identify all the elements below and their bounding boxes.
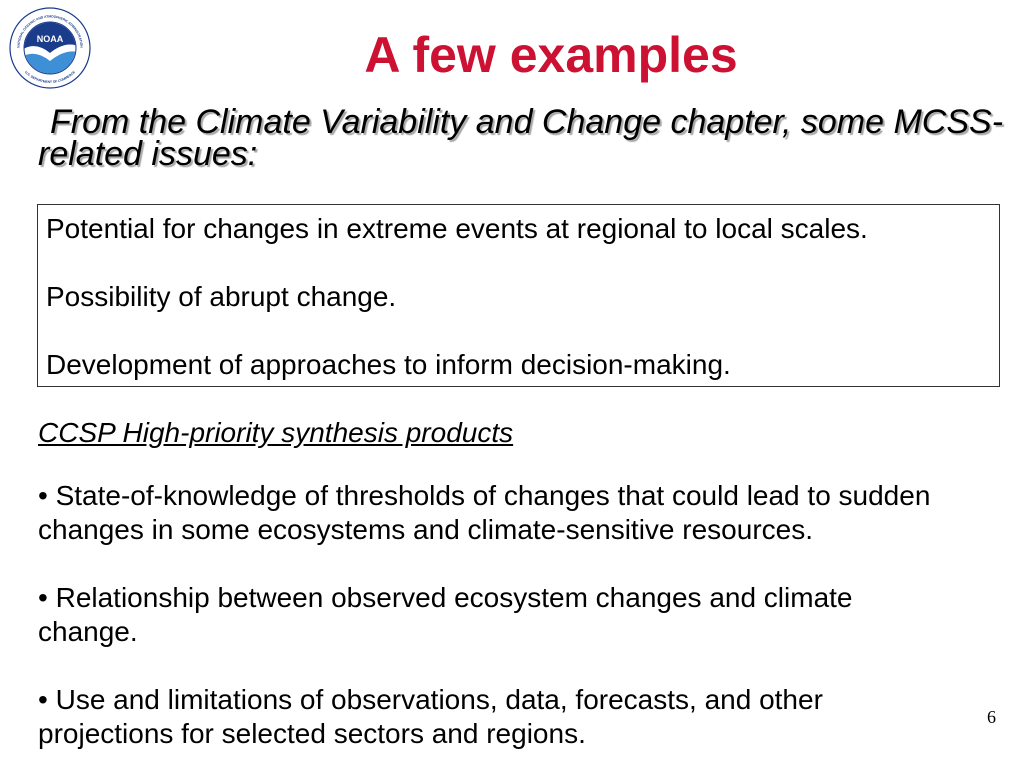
logo-wordmark: NOAA [36,34,64,44]
list-item [38,683,943,751]
logo-ring-bottom-text: U.S. DEPARTMENT OF COMMERCE [24,70,76,85]
list-item-text: State-of-knowledge of thresholds of changes that could lead to sudden changes in some ecosystems and climate-sensitive resources. [38,480,931,545]
slide-title: A few examples [364,27,738,83]
subtitle [38,103,1018,173]
synthesis-heading: CCSP High-priority synthesis products [38,417,514,448]
subtitle-line: From the Climate Variability and Change chapter, some MCSS- [50,103,1004,141]
noaa-logo [8,6,92,90]
list-item-text: Use and limitations of observations, data, forecasts, and other projections for selected sectors and regions. [38,684,823,749]
bullet-marker: • [38,582,48,613]
issue-item: Development of approaches to inform decision-making. [46,349,731,380]
list-item [38,581,943,649]
noaa-emblem-icon [8,6,92,90]
bullet-marker: • [38,684,48,715]
logo-disc [22,20,78,76]
list-item [38,479,943,547]
page-number: 6 [987,707,996,727]
bullet-marker: • [38,480,48,511]
synthesis-list [38,479,943,751]
subtitle-line: related issues: [38,135,258,173]
list-item-text: Relationship between observed ecosystem changes and climate change. [38,582,853,647]
issues-box [37,204,1000,387]
logo-ring-top-text: NATIONAL OCEANIC AND ATMOSPHERIC ADMINISTRATION [16,14,84,48]
issue-item: Potential for changes in extreme events at regional to local scales. [46,213,868,244]
issue-item: Possibility of abrupt change. [46,281,397,312]
